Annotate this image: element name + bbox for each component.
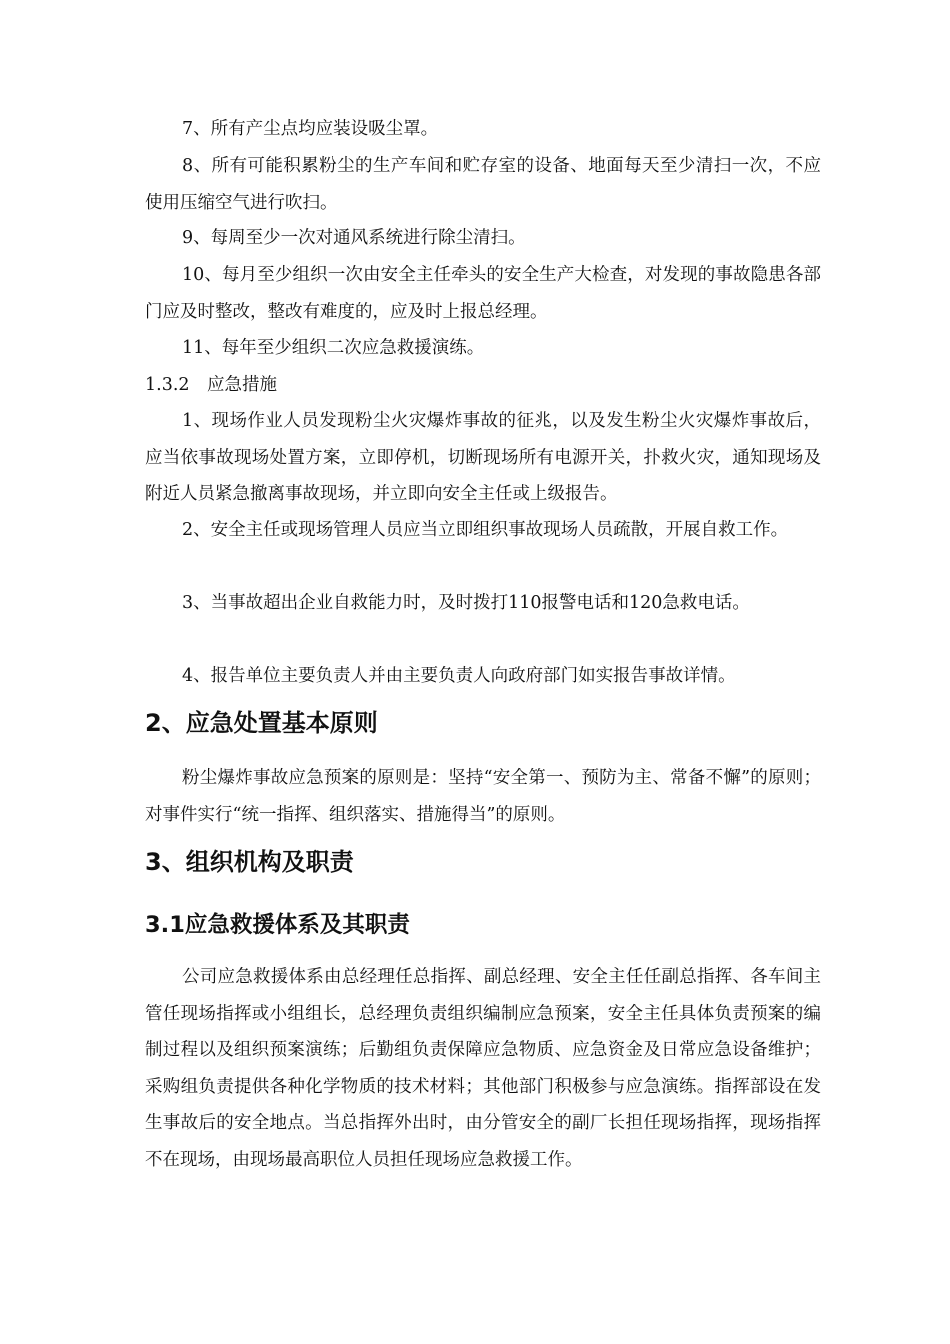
section-heading-3-1: 3.1应急救援体系及其职责 xyxy=(145,912,410,938)
paragraph-item-9: 9、每周至少一次对通风系统进行除尘清扫。 xyxy=(182,228,526,248)
section-2-body: 粉尘爆炸事故应急预案的原则是：坚持“安全第一、预防为主、常备不懈”的原则；对事件实行“统一指挥、组织落实、措施得当”的原则。 xyxy=(145,768,821,825)
emergency-measure-1: 1、现场作业人员发现粉尘火灾爆炸事故的征兆，以及发生粉尘火灾爆炸事故后，应当依事故现场处置方案，立即停机，切断现场所有电源开关，扑救火灾，通知现场及附近人员紧急撤离事故现场，并立即向安全主任或上级报告。 xyxy=(145,411,821,504)
subsection-heading-1-3-2: 1.3.2 应急措施 xyxy=(145,375,278,395)
paragraph-item-11: 11、每年至少组织二次应急救援演练。 xyxy=(182,338,485,358)
paragraph-item-7: 7、所有产尘点均应装设吸尘罩。 xyxy=(182,119,439,139)
section-heading-3: 3、组织机构及职责 xyxy=(145,848,354,876)
emergency-measure-4: 4、报告单位主要负责人并由主要负责人向政府部门如实报告事故详情。 xyxy=(182,666,736,686)
section-heading-2: 2、应急处置基本原则 xyxy=(145,709,378,737)
paragraph-item-8: 8、所有可能积累粉尘的生产车间和贮存室的设备、地面每天至少清扫一次，不应使用压缩空气进行吹扫。 xyxy=(145,156,821,213)
section-3-1-body: 公司应急救援体系由总经理任总指挥、副总经理、安全主任任副总指挥、各车间主管任现场指挥或小组组长，总经理负责组织编制应急预案，安全主任具体负责预案的编制过程以及组织预案演练；后勤组负责保障应急物质、应急资金及日常应急设备维护；采购组负责提供各种化学物质的技术材料；其他部门积极参与应急演练。指挥部设在发生事故后的安全地点。当总指挥外出时，由分管安全的副厂长担任现场指挥，现场指挥不在现场，由现场最高职位人员担任现场应急救援工作。 xyxy=(145,967,821,1170)
emergency-measure-2: 2、安全主任或现场管理人员应当立即组织事故现场人员疏散，开展自救工作。 xyxy=(182,520,789,540)
emergency-measure-3: 3、当事故超出企业自救能力时，及时拨打110报警电话和120急救电话。 xyxy=(182,593,750,613)
paragraph-item-10: 10、每月至少组织一次由安全主任牵头的安全生产大检查，对发现的事故隐患各部门应及时整改，整改有难度的，应及时上报总经理。 xyxy=(145,265,821,322)
